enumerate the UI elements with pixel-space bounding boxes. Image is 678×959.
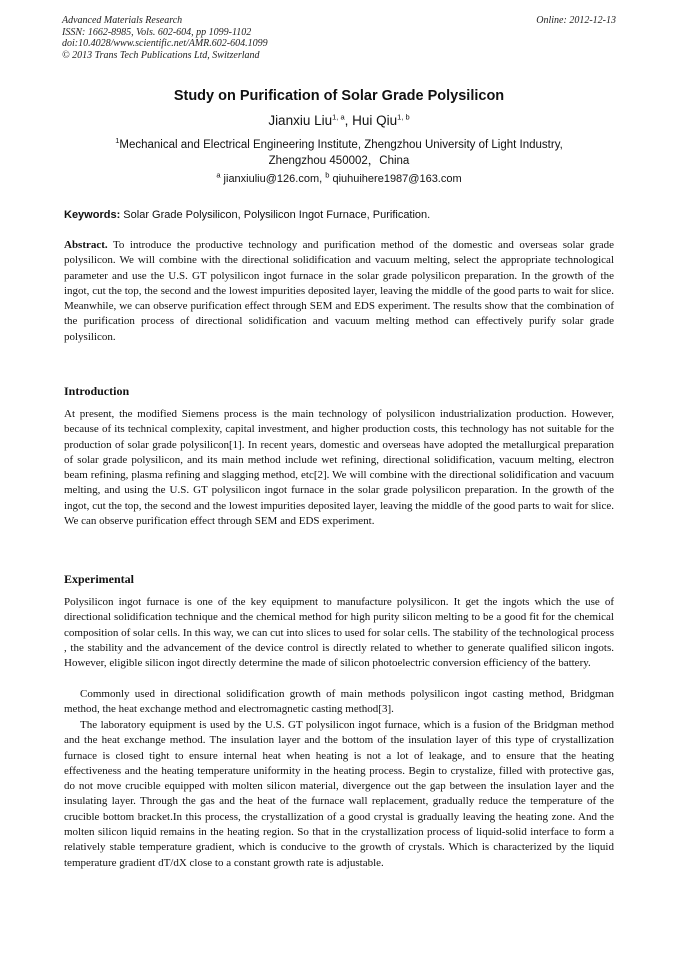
online-date: Online: 2012-12-13 — [536, 15, 616, 26]
keywords-text: Solar Grade Polysilicon, Polysilicon Ingot Furnace, Purification. — [120, 209, 431, 221]
affiliation-superscript: 1 — [115, 136, 120, 146]
paragraph: Commonly used in directional solidification growth of main methods polysilicon ingot casting method, Bridgman method, the heat exchange method and electromagnetic casting method[3]. — [64, 688, 614, 716]
paragraph: The laboratory equipment is used by the U.S. GT polysilicon ingot furnace, which is a fusion of the Bridgman method and the heat exchange method. The insulation layer and the bottom of the insulation layer of this type of crystallization furnace is closed tight to ensure internal heat when heating is not a lot of leakage, and to ensure that the heating effectiveness and the heating temperature uniformity in the heating process. Begin to crystalize, filled with protective gas, do not move crucible equipped with molten silicon material, divergence out the gap between the insulation layer and the insulating layer. Through the gas and the heat of the furnace wall replacement, gradually reduce the temperature of the crucible bottom bracket.In this process, the crystallization of a good crystal is gradually leaving the heating zone. And the molten silicon liquid remains in the heating region. So that in the crystallization process of liquid-solid interface to form a relatively stable temperature gradient, which is conducive to the growth of crystals. Which is characterized by the liquid temperature gradient dT/dX close to a constant growth rate is adjustable. — [64, 719, 614, 869]
author-name: Hui Qiu — [352, 113, 398, 128]
issn-line: ISSN: 1662-8985, Vols. 602-604, pp 1099-1102 — [62, 26, 252, 38]
keywords — [64, 209, 614, 221]
section-heading-experimental: Experimental — [64, 572, 134, 586]
journal-name: Advanced Materials Research — [62, 15, 183, 26]
affiliation — [80, 137, 598, 169]
paragraph: At present, the modified Siemens process is the main technology of polysilicon industrialization production. However, because of its technical complexity, capital investment, and higher production costs, this technology has not suitable for the production of solar grade polysilicon[1]. In recent years, domestic and overseas have adopted the metallurgical preparation of solar grade polysilicon, and its main method include wet refining, directional solidification, vacuum melting, electron beam refining, plasma refining and slagging method, etc[2]. We will combine with the directional solidification and vacuum melting, and using the U.S. GT polysilicon ingot furnace in the solar grade polysilicon preparation. In the growth of the ingot, cut the top, the second and the lowest impurities deposited layer, leaving the middle of the good parts to wait for slice. We can observe purification effect through SEM and EDS experiment. — [64, 408, 614, 528]
publication-header — [62, 15, 268, 61]
email-superscript: a — [216, 170, 221, 180]
author-superscript: 1, b — [397, 112, 410, 122]
copyright-line: © 2013 Trans Tech Publications Ltd, Switzerland — [62, 49, 260, 61]
abstract — [64, 238, 614, 345]
author-separator: , — [344, 113, 353, 128]
email-superscript: b — [325, 170, 330, 180]
author-emails — [0, 170, 678, 185]
section-heading-introduction: Introduction — [64, 384, 130, 398]
abstract-label: Abstract. — [64, 239, 108, 251]
affiliation-line: Mechanical and Electrical Engineering Institute, Zhengzhou University of Light Industry, — [119, 139, 563, 151]
paper-title: Study on Purification of Solar Grade Polysilicon — [173, 88, 505, 104]
paragraph: Polysilicon ingot furnace is one of the key equipment to manufacture polysilicon. It get the ingots which the use of directional solidification technique and the chemical method for high purity silicon melting to be a good fit for the chemical composition of solar cells. In this way, we can cut into slices to used for solar cells. The stability of the technological process , the stability and the advancement of the device control is directly related to whether to generate qualified silicon ingots. However, eligible silicon ingot directly determine the made of silicon photoelectric conversion efficiency of the battery. — [64, 596, 614, 670]
author-line — [0, 113, 678, 128]
email-link[interactable]: jianxiuliu@126.com, — [220, 173, 326, 185]
author-name: Jianxiu Liu — [268, 113, 333, 128]
doi-line: doi:10.4028/www.scientific.net/AMR.602-604.1099 — [62, 38, 268, 49]
email-link[interactable]: qiuhuihere1987@163.com — [329, 173, 462, 185]
abstract-text: To introduce the productive technology and purification method of the domestic and overseas solar grade polysilicon. We will combine with the directional solidification and vacuum melting, select the appropriate technological parameter and use the U.S. GT polysilicon ingot furnace in the solar grade polysilicon preparation. In the growth of the ingot, cut the top, the second and the lowest impurities deposited layer, leaving the middle of the good parts to wait for slice. Meanwhile, we can observe purification effect through SEM and EDS experiment. The results show that the combination of the purification process of directional solidification and vacuum melting method can effectively purify solar grade polysilicon. — [64, 239, 614, 343]
affiliation-line: Zhengzhou 450002，China — [268, 155, 410, 167]
author-superscript: 1, a — [332, 112, 345, 122]
keywords-label: Keywords: — [64, 209, 121, 221]
